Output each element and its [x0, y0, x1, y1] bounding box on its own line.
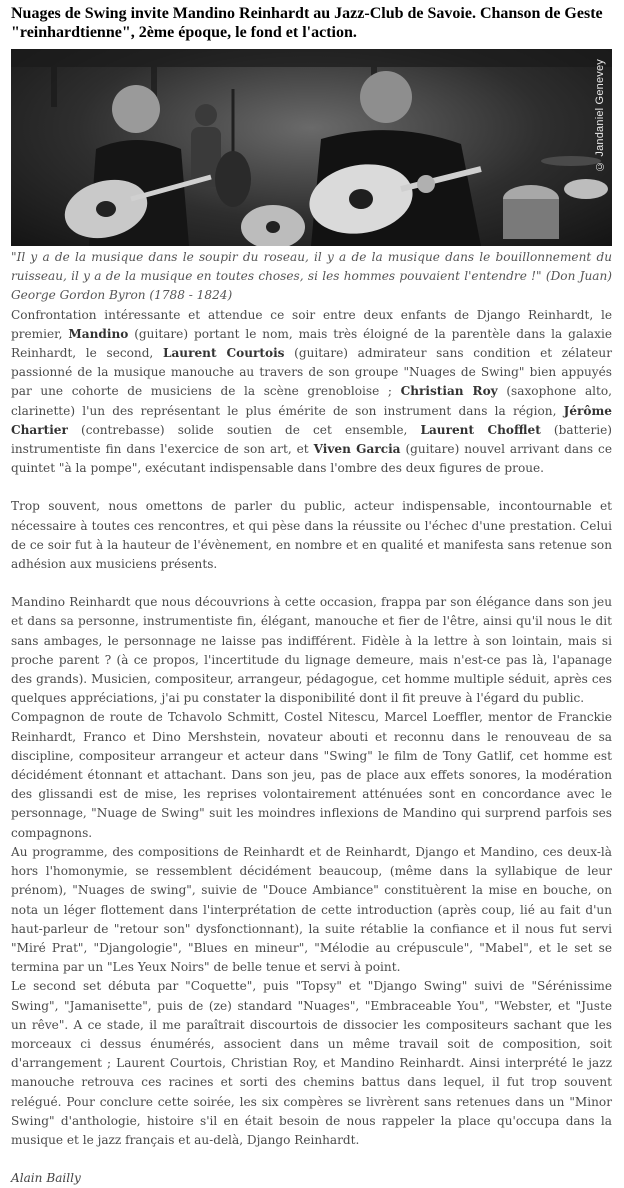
paragraph-lineup: Confrontation intéressante et attendue ce soir entre deux enfants de Django Reinhardt, le premier, Mandino (guitare) portant le nom, mais très éloigné de la parentèle dans la galaxie Reinhardt, le second, Laurent Courtois (guitare) admirateur sans condition et zélateur passionné de la musique manouche au travers de son groupe "Nuages de Swing" bien appuyés par une cohorte de musiciens de la scène grenobloise ; Christian Roy (saxophone alto, clarinette) l'un des représentant le plus émérite de son instrument dans la région, Jérôme Chartier (contrebasse) solide soutien de cet ensemble, Laurent Chofflet (batterie) instrumentiste fin dans l'exercice de son art, et Viven Garcia (guitare) nouvel arrivant dans ce quintet "à la pompe", exécutant indispensable dans l'ombre des deux figures de proue.	[11, 307, 613, 476]
paragraph-companion: Compagnon de route de Tchavolo Schmitt, Costel Nitescu, Marcel Loeffler, mentor de Franckie Reinhardt, Franco et Dino Mershstein, novateur abouti et reconnu dans le renouveau de sa discipline, compositeur arrangeur et acteur dans "Swing" le film de Tony Gatlif, cet homme est décidément étonnant et attachant. Dans son jeu, pas de place aux effets sonores, la modération des glissandi est de mise, les reprises volontairement atténuées sont en concordance avec le personnage, "Nuage de Swing" suit les moindres inflexions de Mandino qui surprend parfois ses compagnons.	[11, 710, 612, 840]
paragraph-public: Trop souvent, nous omettons de parler du public, acteur indispensable, incontournable et nécessaire à toutes ces rencontres, et qui pèse dans la réussite ou l'échec d'une prestation. Celui de ce soir fut à la hauteur de l'évènement, en nombre et en qualité et manifesta sans retenue son adhésion aux musiciens présents.	[11, 499, 612, 572]
musician-name: Laurent Courtois	[162, 346, 285, 361]
epigraph-quote: "Il y a de la musique dans le soupir du roseau, il y a de la musique dans le bouillonnement du ruisseau, il y a de la musique en toutes choses, si les hommes pouvaient l'entendre !" (Don Juan) George Gordon Byron (1788 - 1824)	[11, 250, 612, 303]
article	[11, 0, 612, 1188]
musician-name: Mandino	[68, 326, 129, 341]
paragraph-mandino: Mandino Reinhardt que nous découvrions à cette occasion, frappa par son élégance dans son jeu et dans sa personne, instrumentiste fin, élégant, manouche et fier de l'être, ainsi qu'il nous le dit sans ambages, le personnage ne laisse pas indifférent. Fidèle à la lettre à son lointain, mais si proche parent ? (à ce propos, l'incertitude du lignage demeure, mais n'est-ce pas là, l'apanage des grands). Musicien, compositeur, arrangeur, pédagogue, cet homme multiple séduit, après ces quelques appréciations, j'ai pu constater la disponibilité dont il fit preuve à l'égard du public.	[11, 595, 612, 706]
musician-name: Jérôme Chartier	[11, 403, 612, 437]
musician-name: Christian Roy	[400, 384, 498, 399]
musician-name: Viven Garcia	[313, 442, 401, 457]
concert-photo-illustration	[11, 49, 612, 246]
photo-credit: © Jandaniel Genevey	[593, 59, 606, 173]
paragraph-second-set: Le second set débuta par "Coquette", puis "Topsy" et "Django Swing" suivi de "Sérénissime Swing", "Jamanisette", puis de (ze) standard "Nuages", "Embraceable You", "Webster, et "Juste un rêve". A ce stade, il me paraîtrait discourtois de dissocier les compositeurs sachant que les morceaux ci dessus énumérés, associent dans un même travail soit de composition, soit d'arrangement ; Laurent Courtois, Christian Roy, et Mandino Reinhardt. Ainsi interprété le jazz manouche retrouva ces racines et sorti des chemins battus dans lequel, il fut trop souvent relégué. Pour conclure cette soirée, les six compères se livrèrent sans retenues dans un "Minor Swing" d'anthologie, histoire s'il en était besoin de nous rappeler la place qu'occupa dans la musique et le jazz français et au-delà, Django Reinhardt.	[11, 979, 612, 1147]
article-author: Alain Bailly	[11, 1171, 81, 1186]
concert-photo	[11, 49, 612, 246]
paragraph-program: Au programme, des compositions de Reinhardt et de Reinhardt, Django et Mandino, ces deux-là hors l'homonymie, se ressemblent décidément beaucoup, (même dans la syllabique de leur prénom), "Nuages de swing", suivie de "Douce Ambiance" constituèrent la mise en bouche, on nota un léger flottement dans l'interprétation de cette introduction (après coup, lié au fait d'un haut-parleur de "retour son" dysfonctionnant), la suite rétablie la confiance et il nous fut servi "Miré Prat", "Djangologie", "Blues en mineur", "Mélodie au crépuscule", "Mabel", et le set se termina par un "Les Yeux Noirs" de belle tenue et servi à point.	[11, 844, 612, 975]
musician-name: Laurent Chofflet	[420, 422, 541, 437]
article-title: Nuages de Swing invite Mandino Reinhardt au Jazz-Club de Savoie. Chanson de Geste "reinhardtienne", 2ème époque, le fond et l'action.	[11, 5, 603, 41]
